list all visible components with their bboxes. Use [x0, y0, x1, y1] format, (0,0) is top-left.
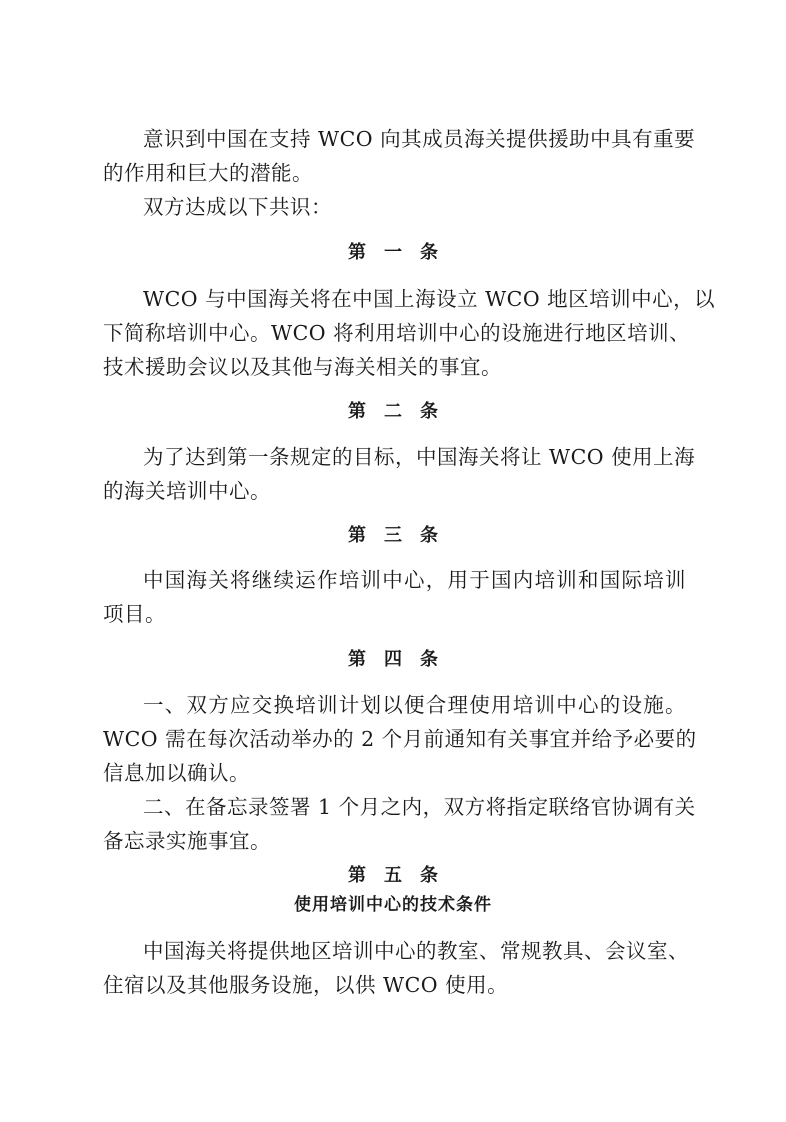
- article-4-item-1-line: 一、双方应交换培训计划以便合理使用培训中心的设施。: [143, 693, 686, 717]
- article-5-paragraph-line: 住宿以及其他服务设施，以供 WCO 使用。: [103, 973, 509, 997]
- article-4-heading: 第 四 条: [348, 649, 438, 670]
- intro-paragraph-line: 的作用和巨大的潜能。: [103, 161, 313, 185]
- article-1-paragraph-line: WCO 与中国海关将在中国上海设立 WCO 地区培训中心，以: [143, 287, 716, 311]
- article-1-paragraph-line: 技术援助会议以及其他与海关相关的事宜。: [103, 355, 502, 379]
- article-5-subheading: 使用培训中心的技术条件: [294, 895, 492, 915]
- article-4-item-2-line: 二、在备忘录签署 1 个月之内，双方将指定联络官协调有关: [143, 795, 696, 819]
- article-4-item-2-line: 备忘录实施事宜。: [103, 829, 271, 853]
- article-1-heading: 第 一 条: [348, 242, 438, 263]
- intro-paragraph: 双方达成以下共识：: [143, 195, 332, 219]
- article-4-item-1-line: WCO 需在每次活动举办的 2 个月前通知有关事宜并给予必要的: [103, 727, 697, 751]
- intro-paragraph-line: 意识到中国在支持 WCO 向其成员海关提供援助中具有重要: [143, 127, 696, 151]
- article-5-paragraph-line: 中国海关将提供地区培训中心的教室、常规教具、会议室、: [143, 939, 689, 963]
- article-2-paragraph-line: 的海关培训中心。: [103, 479, 271, 503]
- article-2-heading: 第 二 条: [348, 401, 438, 422]
- article-3-paragraph-line: 项目。: [103, 602, 166, 626]
- article-4-item-1-line: 信息加以确认。: [103, 761, 250, 785]
- article-2-paragraph-line: 为了达到第一条规定的目标，中国海关将让 WCO 使用上海: [143, 445, 696, 469]
- article-3-heading: 第 三 条: [348, 525, 438, 546]
- article-3-paragraph-line: 中国海关将继续运作培训中心，用于国内培训和国际培训: [143, 568, 686, 592]
- article-1-paragraph-line: 下简称培训中心。WCO 将利用培训中心的设施进行地区培训、: [103, 321, 691, 345]
- article-5-heading: 第 五 条: [348, 865, 438, 886]
